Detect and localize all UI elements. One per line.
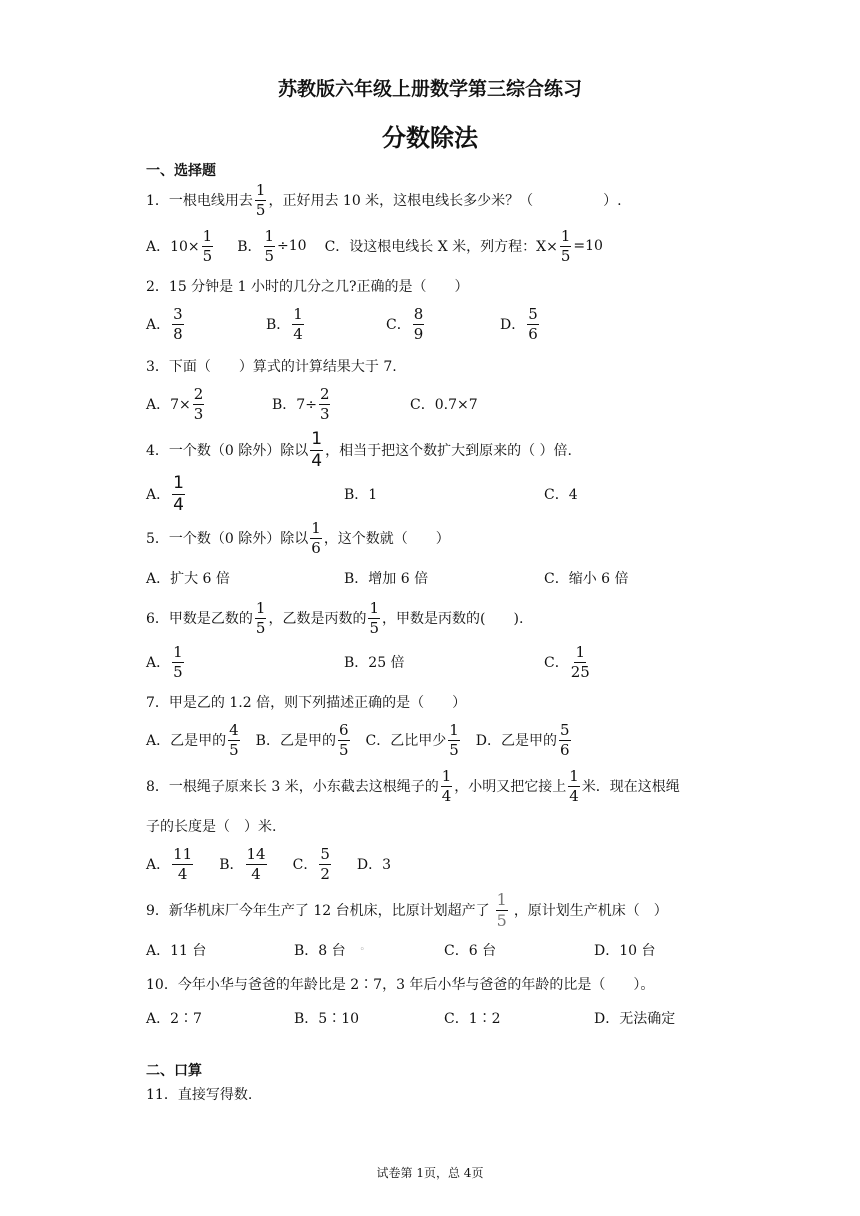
question-2: 2．15 分钟是 1 小时的几分之几?正确的是（ ） bbox=[146, 279, 469, 295]
question-9-option-a: A．11 台 bbox=[146, 943, 207, 959]
question-8: 8．一根绳子原来长 3 米，小东截去这根绳子的 $\frac{1}{4}$ ，小明又把它接上 $\frac{1}{4}$ 米．现在这根绳 bbox=[146, 766, 680, 805]
question-3-option-a: A．7× $\frac{2}{3}$ bbox=[146, 384, 204, 423]
question-7-options: A．乙是甲的 $\frac{4}{5}$ B．乙是甲的 $\frac{6}{5}$ C．乙比甲少 $\frac{1}{5}$ D．乙是甲的 $\frac{5}{6}$ bbox=[146, 720, 570, 759]
question-1: 1．一根电线用去 $\frac{1}{5}$ ，正好用去 10 米，这根电线长多少米？（ ）. bbox=[146, 180, 622, 219]
question-9: 9．新华机床厂今年生产了 12 台机床，比原计划超产了 $\frac{1}{5}$ ，原计划生产机床（ ） bbox=[146, 889, 668, 930]
document-title: 苏教版六年级上册数学第三综合练习 bbox=[277, 78, 582, 100]
question-6-option-c: C． $\frac{1}{25}$ bbox=[544, 642, 590, 681]
question-4-option-c: C．4 bbox=[544, 487, 578, 503]
question-11: 11．直接写得数. bbox=[146, 1087, 253, 1103]
question-10-option-c: C．1∶2 bbox=[444, 1011, 501, 1027]
question-9-option-c: C．6 台 bbox=[444, 943, 497, 959]
page-footer: 试卷第 1页，总 4页 bbox=[376, 1166, 484, 1180]
question-9-option-d: D．10 台 bbox=[594, 943, 656, 959]
question-6-option-a: A． $\frac{1}{5}$ bbox=[146, 642, 183, 681]
question-6-option-b: B．25 倍 bbox=[344, 655, 405, 671]
document-subtitle: 分数除法 bbox=[382, 124, 478, 152]
question-5: 5．一个数（0 除外）除以 $\frac{1}{6}$ ，这个数就（ ） bbox=[146, 518, 450, 557]
question-10-option-d: D．无法确定 bbox=[594, 1011, 676, 1027]
question-5-option-b: B．增加 6 倍 bbox=[344, 571, 429, 587]
question-4: 4．一个数（0 除外）除以 $\frac{1}{4}$ ，相当于把这个数扩大到原来的（ ）倍. bbox=[146, 428, 572, 471]
question-8-continued: 子的长度是（ ）米. bbox=[146, 819, 277, 835]
question-8-options: A． $\frac{11}{4}$ B． $\frac{14}{4}$ C． $\frac{5}{2}$ D．3 bbox=[146, 844, 392, 883]
question-2-option-c: C． $\frac{8}{9}$ bbox=[386, 304, 424, 343]
question-9-option-b: B．8 台 ◦ bbox=[294, 943, 365, 959]
question-7: 7．甲是乙的 1.2 倍，则下列描述正确的是（ ） bbox=[146, 695, 467, 711]
question-2-option-b: B． $\frac{1}{4}$ bbox=[266, 304, 303, 343]
question-10-option-a: A．2∶7 bbox=[146, 1011, 202, 1027]
question-10-option-b: B．5∶10 bbox=[294, 1011, 360, 1027]
question-4-option-a: A． $\frac{1}{4}$ bbox=[146, 472, 184, 515]
question-4-option-b: B．1 bbox=[344, 487, 378, 503]
question-3: 3．下面（ ）算式的计算结果大于 7. bbox=[146, 359, 397, 375]
question-3-option-c: C．0.7×7 bbox=[410, 397, 478, 413]
question-2-option-a: A． $\frac{3}{8}$ bbox=[146, 304, 183, 343]
question-1-options: A．10× $\frac{1}{5}$ B． $\frac{1}{5}$ ÷10 C．设这根电线长 X 米，列方程：X× $\frac{1}{5}$ =10 bbox=[146, 226, 603, 265]
question-2-option-d: D． $\frac{5}{6}$ bbox=[500, 304, 538, 343]
question-10: 10．今年小华与爸爸的年龄比是 2∶7，3 年后小华与爸爸的年龄的比是（ ）。 bbox=[146, 977, 655, 993]
question-5-option-a: A．扩大 6 倍 bbox=[146, 571, 230, 587]
question-5-option-c: C．缩小 6 倍 bbox=[544, 571, 629, 587]
question-6: 6．甲数是乙数的 $\frac{1}{5}$ ，乙数是丙数的 $\frac{1}{5}$ ，甲数是丙数的( ). bbox=[146, 598, 524, 637]
section-heading-choice: 一、选择题 bbox=[146, 163, 216, 179]
section-heading-mental-math: 二、口算 bbox=[146, 1063, 202, 1079]
question-3-option-b: B．7÷ $\frac{2}{3}$ bbox=[272, 384, 330, 423]
fraction: $\frac{1}{5}$ bbox=[255, 180, 266, 219]
